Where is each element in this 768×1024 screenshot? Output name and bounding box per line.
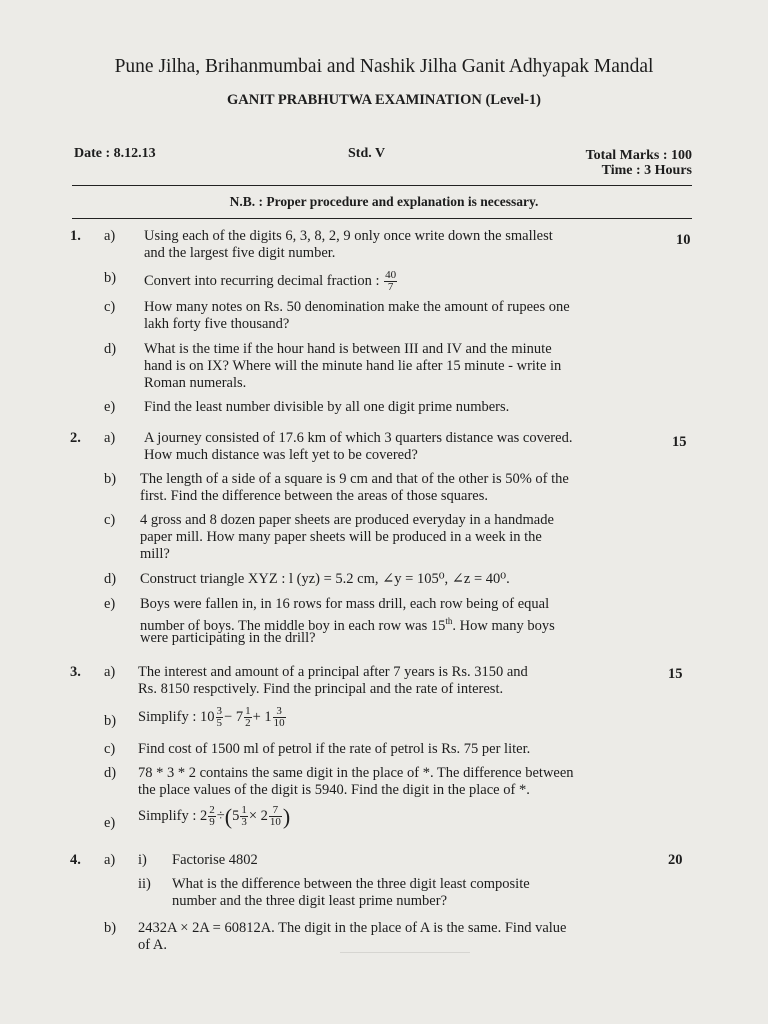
part-text-line: 2432A × 2A = 60812A. The digit in the place of A is the same. Find value xyxy=(138,920,567,936)
part-text-line: lakh forty five thousand? xyxy=(144,316,290,332)
part-text-line: What is the difference between the three digit least composite xyxy=(172,876,530,892)
question-number: 2. xyxy=(70,430,81,446)
part-label: e) xyxy=(104,815,116,831)
question-marks: 10 xyxy=(676,232,691,248)
part-text-line: What is the time if the hour hand is between III and IV and the minute xyxy=(144,341,552,357)
part-text-line: Using each of the digits 6, 3, 8, 2, 9 only once write down the smallest xyxy=(144,228,553,244)
part-text-line: number and the three digit least prime number? xyxy=(172,893,448,909)
fraction: $\frac{40}{7}$ xyxy=(385,269,397,293)
part-label: a) xyxy=(104,430,116,446)
part-label: b) xyxy=(104,713,117,729)
part-label: c) xyxy=(104,299,116,315)
part-text-line: 4 gross and 8 dozen paper sheets are produced everyday in a handmade xyxy=(140,512,554,528)
part-label: e) xyxy=(104,399,116,415)
organization-title: Pune Jilha, Brihanmumbai and Nashik Jilha Ganit Adhyapak Mandal xyxy=(114,56,654,77)
part-text-line: Rs. 8150 respctively. Find the principal and the rate of interest. xyxy=(138,681,504,697)
part-text-line: the place values of the digit is 5940. Find the digit in the place of *. xyxy=(138,782,530,798)
part-label: d) xyxy=(104,571,117,587)
part-text-line: A journey consisted of 17.6 km of which 3 quarters distance was covered. xyxy=(144,430,573,446)
part-text-line: first. Find the difference between the areas of those squares. xyxy=(140,488,489,504)
part-text-line: How many notes on Rs. 50 denomination make the amount of rupees one xyxy=(144,299,570,315)
total-marks: Total Marks : 100 xyxy=(585,148,692,163)
exam-title: GANIT PRABHUTWA EXAMINATION (Level-1) xyxy=(226,92,542,108)
question-marks: 15 xyxy=(672,434,687,450)
part-text-line: Find the least number divisible by all one digit prime numbers. xyxy=(144,399,510,415)
part-text-line: number of boys. The middle boy in each row was 15th. How many boys xyxy=(140,616,555,634)
part-label: b) xyxy=(104,471,117,487)
simplify-expression: Simplify : 10 $\frac{3}{5}$ − 7 $\frac{1}{2}$ + 1 $\frac{3}{10}$ xyxy=(138,705,285,729)
part-label: a) xyxy=(104,664,116,680)
subpart-label: ii) xyxy=(138,876,151,892)
nb-divider xyxy=(72,218,692,219)
nb-note: N.B. : Proper procedure and explanation is necessary. xyxy=(229,194,539,209)
part-label: e) xyxy=(104,596,116,612)
part-label: d) xyxy=(104,765,117,781)
exam-date: Date : 8.12.13 xyxy=(74,146,156,161)
exam-duration: Time : 3 Hours xyxy=(601,163,692,178)
part-text-line: and the largest five digit number. xyxy=(144,245,336,261)
part-text-line: paper mill. How many paper sheets will be produced in a week in the xyxy=(140,529,542,545)
part-text-line: were participating in the drill? xyxy=(140,630,316,646)
part-label: a) xyxy=(104,228,116,244)
part-text-line: mill? xyxy=(140,546,170,562)
question-number: 3. xyxy=(70,664,81,680)
question-marks: 20 xyxy=(668,852,683,868)
question-marks: 15 xyxy=(668,666,683,682)
part-text-line: Convert into recurring decimal fraction : $\frac{40}{7}$ xyxy=(144,269,397,293)
part-label: c) xyxy=(104,512,116,528)
footer-divider xyxy=(340,952,470,953)
part-text-line: of A. xyxy=(138,937,167,953)
part-text-line: hand is on IX? Where will the minute hand lie after 15 minute - write in xyxy=(144,358,562,374)
part-label: b) xyxy=(104,270,117,286)
part-text-line: Roman numerals. xyxy=(144,375,247,391)
part-text-line: Boys were fallen in, in 16 rows for mass drill, each row being of equal xyxy=(140,596,550,612)
simplify-expression: Simplify : 2 $\frac{2}{9}$ ÷(5 $\frac{1}{3}$ × 2 $\frac{7}{10}$ ) xyxy=(138,804,291,829)
part-text-line: Construct triangle XYZ : l (yz) = 5.2 cm, ∠y = 105⁰, ∠z = 40⁰. xyxy=(140,571,510,587)
part-text-line: The interest and amount of a principal after 7 years is Rs. 3150 and xyxy=(138,664,528,680)
part-label: c) xyxy=(104,741,116,757)
question-number: 1. xyxy=(70,228,81,244)
part-text-line: Factorise 4802 xyxy=(172,852,258,868)
part-text-line: The length of a side of a square is 9 cm and that of the other is 50% of the xyxy=(140,471,569,487)
part-label: a) xyxy=(104,852,116,868)
part-text-line: 78 * 3 * 2 contains the same digit in the place of *. The difference between xyxy=(138,765,574,781)
question-number: 4. xyxy=(70,852,81,868)
part-label: b) xyxy=(104,920,117,936)
standard: Std. V xyxy=(348,146,386,161)
part-text-line: Find cost of 1500 ml of petrol if the rate of petrol is Rs. 75 per liter. xyxy=(138,741,531,757)
part-text-line: How much distance was left yet to be covered? xyxy=(144,447,418,463)
subpart-label: i) xyxy=(138,852,147,868)
part-label: d) xyxy=(104,341,117,357)
header-divider xyxy=(72,185,692,186)
